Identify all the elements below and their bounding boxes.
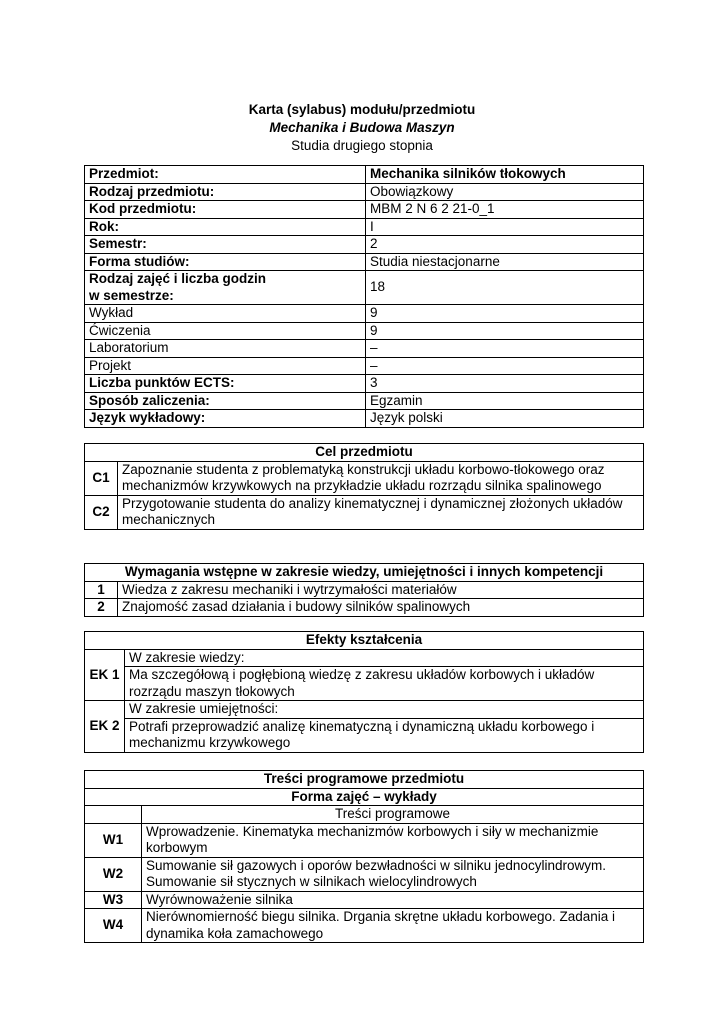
info-row-year xyxy=(85,218,644,236)
info-label: Forma studiów: xyxy=(85,253,366,271)
effect-row-detail xyxy=(85,667,644,701)
content-title: Treści programowe przedmiotu xyxy=(85,771,644,789)
info-row-laboratory xyxy=(85,340,644,358)
requirement-text: Wiedza z zakresu mechaniki i wytrzymałości materiałów xyxy=(118,581,644,599)
field-of-study: Mechanika i Budowa Maszyn xyxy=(269,120,455,135)
content-row xyxy=(85,823,644,857)
requirements-table xyxy=(84,563,644,617)
info-row-project xyxy=(85,357,644,375)
content-code: W1 xyxy=(85,823,142,857)
info-value: MBM 2 N 6 2 21-0_1 xyxy=(366,201,644,219)
content-text: Nierównomierność biegu silnika. Drgania skrętne układu korbowego. Zadania i dynamika koła zamachowego xyxy=(142,909,644,943)
info-label-hours xyxy=(85,271,366,305)
effect-row xyxy=(85,701,644,719)
content-title-row xyxy=(85,771,644,789)
info-row-language xyxy=(85,410,644,428)
info-label: Rodzaj przedmiotu: xyxy=(85,183,366,201)
requirement-row xyxy=(85,599,644,617)
content-form-row xyxy=(85,788,644,806)
info-value: 9 xyxy=(366,322,644,340)
content-form: Forma zajęć – wykłady xyxy=(85,788,644,806)
content-text: Wyrównoważenie silnika xyxy=(142,891,644,909)
goal-code: C1 xyxy=(85,461,118,495)
effect-code: EK 2 xyxy=(85,701,125,753)
goal-text: Zapoznanie studenta z problematyką konstrukcji układu korbowo-tłokowego oraz mechanizmów krzywkowych na przykładzie układu rozrządu silnika spalinowego xyxy=(118,461,644,495)
info-row-type xyxy=(85,183,644,201)
program-content-table xyxy=(84,770,644,943)
info-label: Język wykładowy: xyxy=(85,410,366,428)
info-value: 2 xyxy=(366,236,644,254)
info-label: Laboratorium xyxy=(85,340,366,358)
document-title: Karta (sylabus) modułu/przedmiotu xyxy=(248,102,476,117)
content-row xyxy=(85,857,644,891)
info-label: Przedmiot: xyxy=(85,166,366,184)
effect-scope: W zakresie wiedzy: xyxy=(125,649,644,667)
info-row-assessment xyxy=(85,392,644,410)
content-column-header: Treści programowe xyxy=(142,806,644,824)
info-label: Liczba punktów ECTS: xyxy=(85,375,366,393)
info-value: – xyxy=(366,340,644,358)
info-value: Język polski xyxy=(366,410,644,428)
content-header-empty xyxy=(85,806,142,824)
study-level: Studia drugiego stopnia xyxy=(291,138,433,153)
goal-row xyxy=(85,461,644,495)
info-label: Semestr: xyxy=(85,236,366,254)
requirements-title: Wymagania wstępne w zakresie wiedzy, umiejętności i innych kompetencji xyxy=(85,564,644,582)
info-row-subject xyxy=(85,166,644,184)
requirement-code: 1 xyxy=(85,581,118,599)
learning-outcomes-table xyxy=(84,631,644,753)
effect-row xyxy=(85,649,644,667)
info-value: Obowiązkowy xyxy=(366,183,644,201)
requirement-text: Znajomość zasad działania i budowy silników spalinowych xyxy=(118,599,644,617)
info-row-code xyxy=(85,201,644,219)
content-text: Wprowadzenie. Kinematyka mechanizmów korbowych i siły w mechanizmie korbowym xyxy=(142,823,644,857)
info-label: Ćwiczenia xyxy=(85,322,366,340)
content-code: W2 xyxy=(85,857,142,891)
requirements-title-row xyxy=(85,564,644,582)
info-row-lecture xyxy=(85,305,644,323)
info-row-study-form xyxy=(85,253,644,271)
requirement-code: 2 xyxy=(85,599,118,617)
info-row-semester xyxy=(85,236,644,254)
content-code: W4 xyxy=(85,909,142,943)
info-row-exercises xyxy=(85,322,644,340)
goal-code: C2 xyxy=(85,495,118,529)
info-value: Egzamin xyxy=(366,392,644,410)
goal-text: Przygotowanie studenta do analizy kinematycznej i dynamicznej złożonych układów mechanicznych xyxy=(118,495,644,529)
info-value: – xyxy=(366,357,644,375)
goal-row xyxy=(85,495,644,529)
course-info-table xyxy=(84,165,644,428)
info-value: 9 xyxy=(366,305,644,323)
info-row-hours xyxy=(85,271,644,305)
info-label: Projekt xyxy=(85,357,366,375)
content-row xyxy=(85,891,644,909)
effect-code: EK 1 xyxy=(85,649,125,701)
effect-text: Potrafi przeprowadzić analizę kinematyczną i dynamiczną układu korbowego i mechanizmu krzywkowego xyxy=(125,718,644,752)
goals-table xyxy=(84,443,644,530)
content-row xyxy=(85,909,644,943)
info-label-line: w semestrze: xyxy=(89,287,174,303)
content-header-row xyxy=(85,806,644,824)
content-text: Sumowanie sił gazowych i oporów bezwładności w silniku jednocylindrowym. Sumowanie sił stycznych w silnikach wielocylindrowych xyxy=(142,857,644,891)
info-label: Sposób zaliczenia: xyxy=(85,392,366,410)
effects-title: Efekty kształcenia xyxy=(85,632,644,650)
info-label: Rok: xyxy=(85,218,366,236)
content-code: W3 xyxy=(85,891,142,909)
document-header xyxy=(0,101,724,155)
info-label-line: Rodzaj zajęć i liczba godzin xyxy=(89,271,267,286)
requirement-row xyxy=(85,581,644,599)
info-value: I xyxy=(366,218,644,236)
goals-title: Cel przedmiotu xyxy=(85,444,644,462)
info-label: Kod przedmiotu: xyxy=(85,201,366,219)
info-value: 18 xyxy=(366,271,644,305)
info-label: Wykład xyxy=(85,305,366,323)
effect-text: Ma szczegółową i pogłębioną wiedzę z zakresu układów korbowych i układów rozrządu maszyn tłokowych xyxy=(125,667,644,701)
info-value: Mechanika silników tłokowych xyxy=(366,166,644,184)
info-value: Studia niestacjonarne xyxy=(366,253,644,271)
goals-title-row xyxy=(85,444,644,462)
effects-title-row xyxy=(85,632,644,650)
effect-scope: W zakresie umiejętności: xyxy=(125,701,644,719)
info-value: 3 xyxy=(366,375,644,393)
info-row-ects xyxy=(85,375,644,393)
effect-row-detail xyxy=(85,718,644,752)
